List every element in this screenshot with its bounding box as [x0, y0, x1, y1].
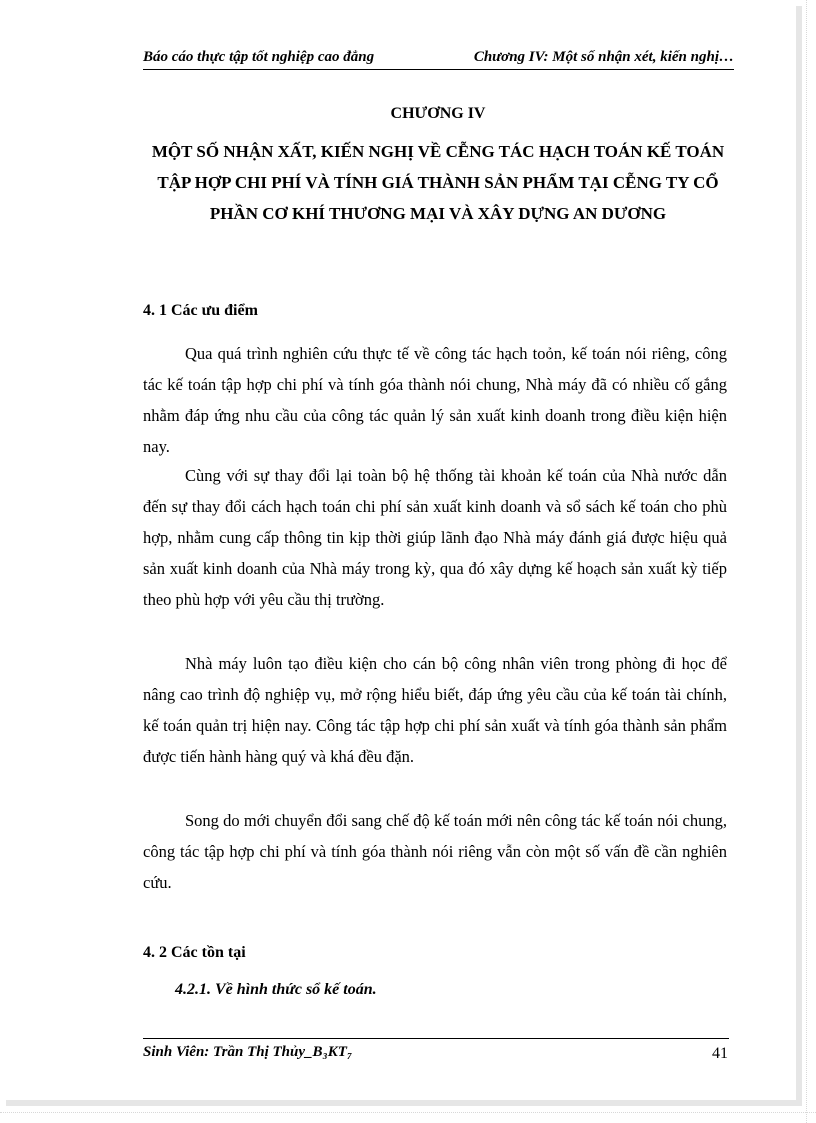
page-bottom-border [0, 1112, 816, 1113]
footer-author: Sinh Viên: Trần Thị Thủy_B₃KT₇ [143, 1044, 353, 1060]
chapter-label: CHƯƠNG IV [390, 105, 486, 122]
paragraph-4: Song do mới chuyển đổi sang chế độ kế toán mới nên công tác kế toán nói chung, công tác tập hợp chi phí và tính góa thành nói riêng vẫn còn một số vấn đề cần nghiên cứu. [143, 811, 727, 892]
header-right-text: Chương IV: Một số nhận xét, kiến nghị… [473, 49, 734, 65]
paragraph-3: Nhà máy luôn tạo điều kiện cho cán bộ công nhân viên trong phòng đi học để nâng cao trình độ nghiệp vụ, mở rộng hiểu biết, đáp ứng yêu cầu của kế toán tài chính, kế toán quản trị hiện nay. Công tác tập hợp chi phí sản xuất và tính góa thành sản phẩm được tiến hành hàng quý và khá đều đặn. [143, 654, 727, 766]
subsection-heading-4-2-1: 4.2.1. Về hình thức sổ kế toán. [175, 981, 377, 998]
chapter-title: MỘT SỐ NHẬN XẤT, KIẾN NGHỊ VỀ CỄNG TÁC HẠCH TOÁN KẾ TOÁN TẬP HỢP CHI PHÍ VÀ TÍNH GIÁ THÀNH SẢN PHẨM TẠI CỄNG TY CỔ PHẦN CƠ KHÍ THƯƠNG MẠI VÀ XÂY DỰNG AN DƯƠNG [151, 142, 725, 223]
section-heading-4-2: 4. 2 Các tồn tại [143, 944, 246, 961]
header-left-text: Báo cáo thực tập tốt nghiệp cao đẳng [143, 49, 375, 65]
footer-rule [143, 1038, 729, 1039]
paragraph-2: Cùng với sự thay đổi lại toàn bộ hệ thống tài khoản kế toán của Nhà nước dẫn đến sự thay đổi cách hạch toán chi phí sản xuất kinh doanh và sổ sách kế toán cho phù hợp, nhằm cung cấp thông tin kịp thời giúp lãnh đạo Nhà máy đánh giá được hiệu quả sản xuất kinh doanh của Nhà máy trong kỳ, qua đó xây dựng kế hoạch sản xuất kỳ tiếp theo phù hợp với yêu cầu thị trường. [143, 466, 727, 609]
page-number: 41 [712, 1045, 728, 1062]
page-right-border [806, 0, 807, 1123]
section-heading-4-1: 4. 1 Các ưu điểm [143, 302, 258, 319]
chapter-title-block [140, 102, 736, 229]
paragraph-1: Qua quá trình nghiên cứu thực tế về công tác hạch toỏn, kế toán nói riêng, công tác kế toán tập hợp chi phí và tính góa thành nói chung, Nhà máy đã có nhiều cố gắng nhằm đáp ứng nhu cầu của công tác quản lý sản xuất kinh doanh trong điều kiện hiện nay. [143, 344, 727, 456]
running-header [143, 47, 734, 70]
